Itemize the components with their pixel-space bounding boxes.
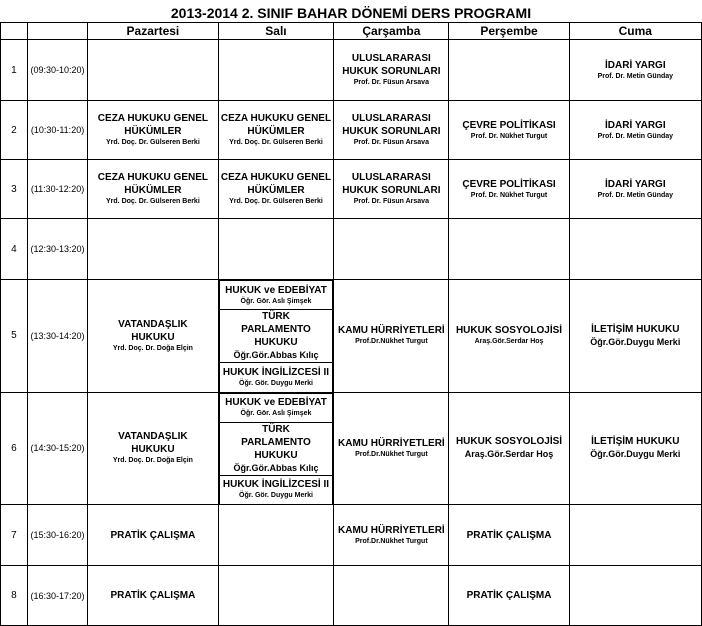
course-name: HUKUK İNGİLİZCESİ II xyxy=(222,479,330,491)
course-teacher: Prof. Dr. Metin Günday xyxy=(597,72,674,80)
day-header-carsamba: Çarşamba xyxy=(334,23,449,40)
course-name: CEZA HUKUKU GENEL HÜKÜMLER xyxy=(220,113,332,137)
slot-number: 3 xyxy=(1,160,28,219)
slot-time: (16:30-17:20) xyxy=(27,566,87,626)
course-teacher: Prof. Dr. Füsun Arsava xyxy=(353,79,429,86)
cell-pazartesi-3 xyxy=(88,160,218,219)
course-teacher: Prof. Dr. Nükhet Turgut xyxy=(470,132,548,140)
course-name: TÜRK PARLAMENTO HUKUKU xyxy=(241,423,311,461)
day-header-cuma: Cuma xyxy=(569,23,701,40)
course-name: ÇEVRE POLİTİKASI xyxy=(462,119,556,131)
course-name: ULUSLARARASI HUKUK SORUNLARI xyxy=(342,53,441,77)
elective-cell xyxy=(219,393,333,422)
cell-carsamba-2 xyxy=(334,101,449,160)
course-name: PRATİK ÇALIŞMA xyxy=(110,529,196,541)
course-teacher: Öğr.Gör.Abbas Kılıç xyxy=(233,462,319,473)
course-name: İDARİ YARGI xyxy=(605,178,666,190)
cell-persembe-6 xyxy=(449,392,569,505)
table-row xyxy=(1,280,702,393)
course-name: HUKUK SOSYOLOJİSİ xyxy=(455,436,563,448)
course-name: PRATİK ÇALIŞMA xyxy=(110,590,196,601)
cell-carsamba-4 xyxy=(334,219,449,280)
page-title: 2013-2014 2. SINIF BAHAR DÖNEMİ DERS PROGRAMI xyxy=(170,5,532,21)
cell-persembe-2 xyxy=(449,101,569,160)
corner-cell xyxy=(1,23,28,40)
cell-persembe-5 xyxy=(449,280,569,393)
course-teacher: Prof.Dr.Nükhet Turgut xyxy=(355,338,428,346)
day-header-persembe: Perşembe xyxy=(449,23,569,40)
course-teacher: Prof. Dr. Metin Günday xyxy=(597,132,674,140)
cell-sali-1 xyxy=(218,40,334,101)
slot-number: 1 xyxy=(1,40,28,101)
header-row xyxy=(1,23,702,40)
course-teacher: Yrd. Doç. Dr. Gülseren Berki xyxy=(106,198,200,205)
course-name: İDARİ YARGI xyxy=(605,59,666,71)
slot-number: 5 xyxy=(1,280,28,393)
slot-number: 6 xyxy=(1,392,28,505)
cell-persembe-1 xyxy=(449,40,569,101)
course-teacher: Öğr. Gör. Duygu Merki xyxy=(239,492,313,500)
course-teacher: Öğr. Gör. Aslı Şimşek xyxy=(240,297,312,305)
cell-persembe-8 xyxy=(449,566,569,626)
course-teacher: Öğr. Gör. Aslı Şimşek xyxy=(240,410,312,417)
course-teacher: Öğr.Gör.Abbas Kılıç xyxy=(233,350,319,360)
cell-carsamba-3 xyxy=(334,160,449,219)
cell-pazartesi-8 xyxy=(88,566,218,626)
elective-cell xyxy=(219,281,333,310)
course-teacher: Yrd. Doç. Dr. Gülseren Berki xyxy=(229,198,323,205)
cell-pazartesi-2 xyxy=(88,101,218,160)
course-teacher: Yrd. Doç. Dr. Gülseren Berki xyxy=(106,139,200,146)
table-row xyxy=(1,219,702,280)
cell-cuma-6 xyxy=(569,392,701,505)
elective-stack xyxy=(219,280,334,392)
course-name: İDARİ YARGI xyxy=(605,119,666,131)
course-teacher: Prof.Dr.Nükhet Turgut xyxy=(355,537,428,545)
table-row xyxy=(1,566,702,626)
course-name: HUKUK ve EDEBİYAT xyxy=(225,284,327,296)
cell-pazartesi-4 xyxy=(88,219,218,280)
cell-pazartesi-1 xyxy=(88,40,218,101)
course-name: KAMU HÜRRİYETLERİ xyxy=(338,325,445,337)
slot-time: (14:30-15:20) xyxy=(27,392,87,505)
slot-number: 7 xyxy=(1,505,28,566)
course-teacher: Araş.Gör.Serdar Hoş xyxy=(474,338,544,346)
course-teacher: Prof. Dr. Nükhet Turgut xyxy=(470,191,548,199)
course-name: CEZA HUKUKU GENEL HÜKÜMLER xyxy=(97,172,208,196)
cell-sali-6 xyxy=(218,392,334,505)
course-teacher: Öğr.Gör.Duygu Merki xyxy=(590,336,681,347)
cell-sali-8 xyxy=(218,566,334,626)
cell-cuma-8 xyxy=(569,566,701,626)
course-name: HUKUK İNGİLİZCESİ II xyxy=(222,366,330,378)
course-teacher: Araş.Gör.Serdar Hoş xyxy=(464,449,554,460)
cell-sali-7 xyxy=(218,505,334,566)
course-teacher: Prof. Dr. Füsun Arsava xyxy=(353,198,429,205)
course-name: KAMU HÜRRİYETLERİ xyxy=(338,437,445,449)
slot-time: (10:30-11:20) xyxy=(27,101,87,160)
cell-cuma-1 xyxy=(569,40,701,101)
schedule-table xyxy=(0,22,702,626)
course-name: KAMU HÜRRİYETLERİ xyxy=(338,524,445,536)
course-teacher: Prof. Dr. Füsun Arsava xyxy=(353,139,429,146)
day-header-pazartesi: Pazartesi xyxy=(88,23,218,40)
slot-time: (13:30-14:20) xyxy=(27,280,87,393)
table-row xyxy=(1,505,702,566)
cell-cuma-3 xyxy=(569,160,701,219)
cell-pazartesi-5 xyxy=(88,280,218,393)
cell-cuma-4 xyxy=(569,219,701,280)
course-teacher: Prof.Dr.Nükhet Turgut xyxy=(355,450,428,458)
slot-number: 4 xyxy=(1,219,28,280)
table-row xyxy=(1,40,702,101)
cell-carsamba-1 xyxy=(334,40,449,101)
day-header-sali: Salı xyxy=(218,23,334,40)
cell-cuma-7 xyxy=(569,505,701,566)
elective-cell xyxy=(219,310,333,363)
slot-time: (12:30-13:20) xyxy=(27,219,87,280)
course-teacher: Yrd. Doç. Dr. Gülseren Berki xyxy=(229,139,323,146)
course-name: CEZA HUKUKU GENEL HÜKÜMLER xyxy=(220,172,332,196)
cell-cuma-2 xyxy=(569,101,701,160)
cell-sali-4 xyxy=(218,219,334,280)
cell-persembe-4 xyxy=(449,219,569,280)
cell-persembe-7 xyxy=(449,505,569,566)
course-name: VATANDAŞLIK HUKUKU xyxy=(118,318,188,343)
course-teacher: Yrd. Doç. Dr. Doğa Elçin xyxy=(112,457,193,465)
course-name: ÇEVRE POLİTİKASI xyxy=(462,178,556,190)
table-row xyxy=(1,160,702,219)
cell-cuma-5 xyxy=(569,280,701,393)
cell-sali-3 xyxy=(218,160,334,219)
course-teacher: Öğr.Gör.Duygu Merki xyxy=(590,449,681,460)
course-name: İLETİŞİM HUKUKU xyxy=(591,323,680,335)
elective-cell xyxy=(219,363,333,392)
course-teacher: Prof. Dr. Metin Günday xyxy=(597,191,674,199)
cell-persembe-3 xyxy=(449,160,569,219)
course-name: İLETİŞİM HUKUKU xyxy=(591,436,680,448)
course-name: HUKUK ve EDEBİYAT xyxy=(225,397,327,408)
cell-sali-2 xyxy=(218,101,334,160)
cell-sali-5 xyxy=(218,280,334,393)
course-name: TÜRK PARLAMENTO HUKUKU xyxy=(241,311,311,348)
elective-stack xyxy=(219,393,334,505)
course-name: ULUSLARARASI HUKUK SORUNLARI xyxy=(342,172,441,196)
cell-pazartesi-6 xyxy=(88,392,218,505)
cell-carsamba-5 xyxy=(334,280,449,393)
course-name: CEZA HUKUKU GENEL HÜKÜMLER xyxy=(97,113,208,137)
elective-cell xyxy=(219,422,333,475)
cell-carsamba-7 xyxy=(334,505,449,566)
time-header-cell xyxy=(27,23,87,40)
slot-time: (09:30-10:20) xyxy=(27,40,87,101)
elective-cell xyxy=(219,475,333,504)
cell-carsamba-8 xyxy=(334,566,449,626)
course-name: PRATİK ÇALIŞMA xyxy=(466,590,552,601)
cell-pazartesi-7 xyxy=(88,505,218,566)
course-name: HUKUK SOSYOLOJİSİ xyxy=(455,325,563,337)
course-teacher: Yrd. Doç. Dr. Doğa Elçin xyxy=(112,344,193,352)
table-row xyxy=(1,101,702,160)
slot-time: (15:30-16:20) xyxy=(27,505,87,566)
course-name: VATANDAŞLIK HUKUKU xyxy=(118,431,188,456)
slot-number: 2 xyxy=(1,101,28,160)
table-row xyxy=(1,392,702,505)
course-teacher: Öğr. Gör. Duygu Merki xyxy=(239,379,313,387)
course-name: PRATİK ÇALIŞMA xyxy=(466,529,552,541)
course-name: ULUSLARARASI HUKUK SORUNLARI xyxy=(342,113,441,137)
cell-carsamba-6 xyxy=(334,392,449,505)
slot-time: (11:30-12:20) xyxy=(27,160,87,219)
slot-number: 8 xyxy=(1,566,28,626)
